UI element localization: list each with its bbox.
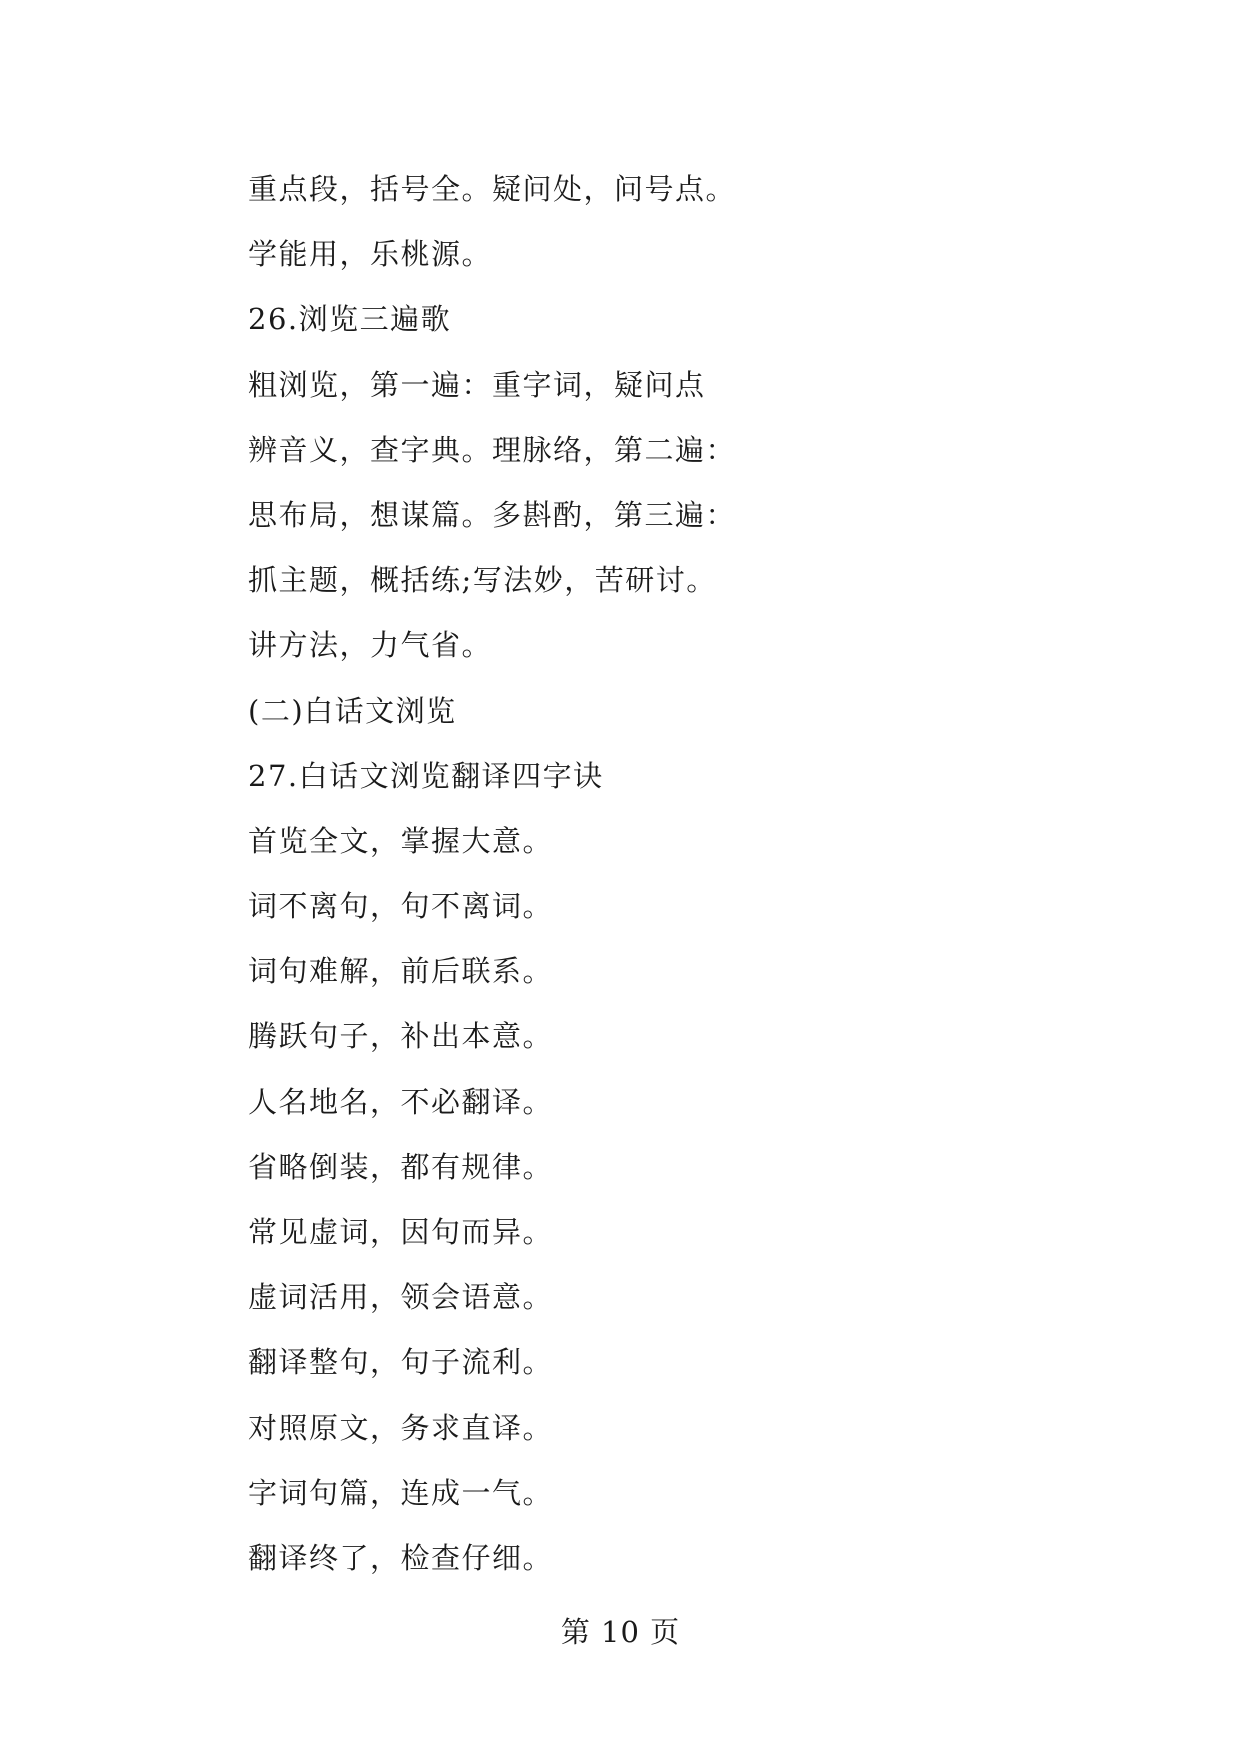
text-line: 翻译整句，句子流利。 bbox=[248, 1345, 554, 1380]
text-line: 虚词活用，领会语意。 bbox=[248, 1280, 554, 1315]
text-line: 对照原文，务求直译。 bbox=[248, 1410, 554, 1445]
text-line: 讲方法，力气省。 bbox=[248, 628, 493, 663]
text-line: 字词句篇，连成一气。 bbox=[248, 1475, 554, 1510]
section-heading: (二)白话文浏览 bbox=[248, 693, 457, 728]
text-line: 抓主题，概括练;写法妙，苦研讨。 bbox=[248, 563, 717, 598]
page-number: 第 10 页 bbox=[560, 1615, 681, 1649]
text-line: 翻译终了，检查仔细。 bbox=[248, 1540, 554, 1575]
text-line: 思布局，想谋篇。多斟酌，第三遍： bbox=[248, 497, 737, 532]
text-line: 人名地名，不必翻译。 bbox=[248, 1084, 554, 1119]
text-line: 辨音义，查字典。理脉络，第二遍： bbox=[248, 432, 737, 467]
section-heading: 26.浏览三遍歌 bbox=[248, 302, 452, 337]
text-line: 粗浏览，第一遍：重字词，疑问点 bbox=[248, 367, 706, 402]
text-line: 首览全文，掌握大意。 bbox=[248, 823, 554, 858]
text-line: 学能用，乐桃源。 bbox=[248, 237, 493, 272]
section-heading: 27.白话文浏览翻译四字诀 bbox=[248, 758, 604, 793]
text-line: 词句难解，前后联系。 bbox=[248, 954, 554, 989]
text-line: 重点段，括号全。疑问处，问号点。 bbox=[248, 172, 737, 206]
text-line: 省略倒装，都有规律。 bbox=[248, 1149, 554, 1184]
text-line: 常见虚词，因句而异。 bbox=[248, 1215, 554, 1249]
text-line: 腾跃句子，补出本意。 bbox=[248, 1019, 554, 1054]
text-line: 词不离句，句不离词。 bbox=[248, 889, 554, 924]
text-body bbox=[248, 157, 1148, 1591]
